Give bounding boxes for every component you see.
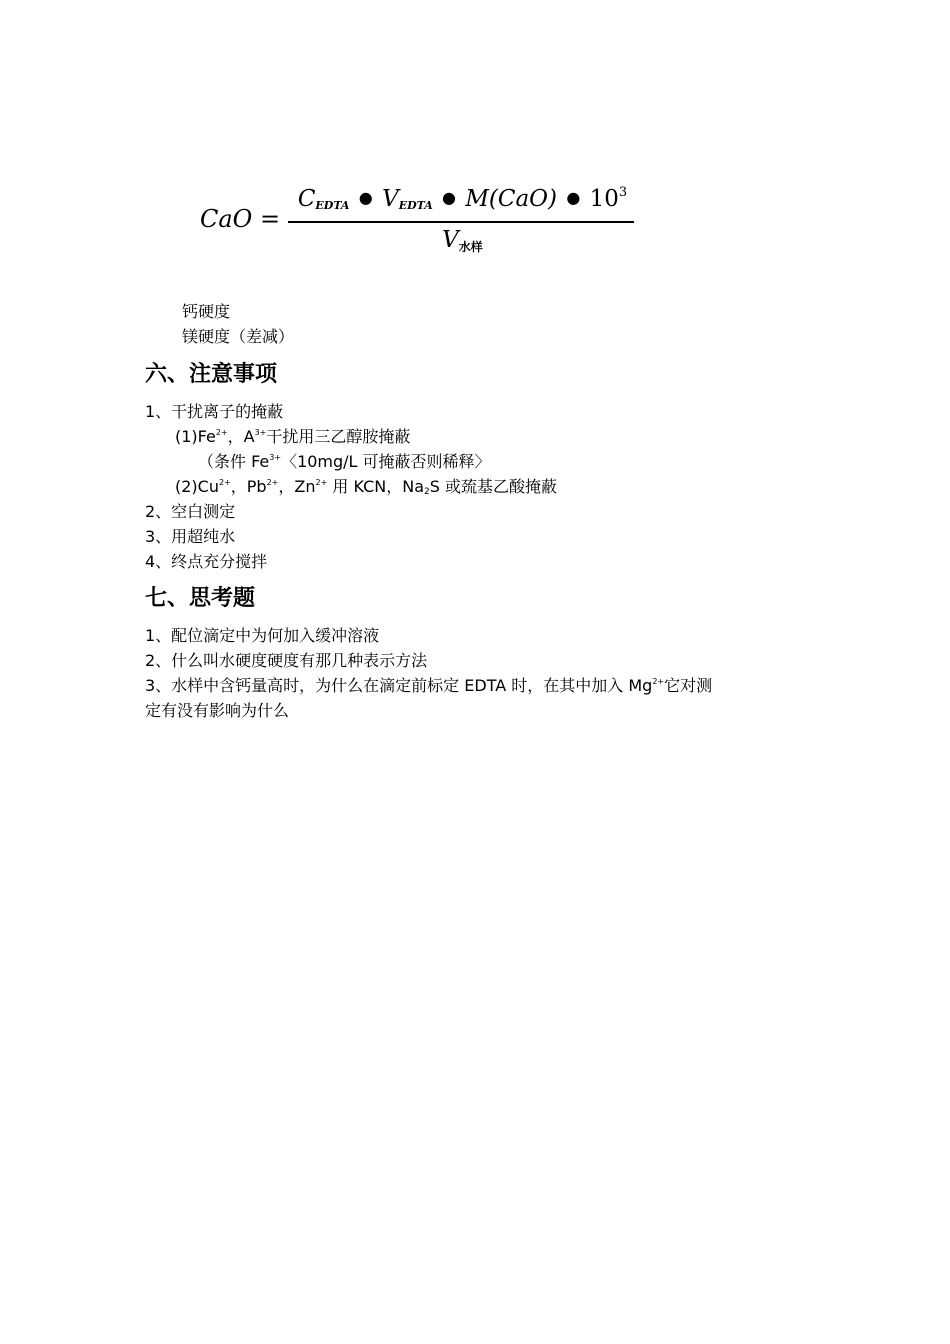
formula-m-arg: (CaO) — [488, 186, 558, 212]
section7-q2: 2、什么叫水硬度硬度有那几种表示方法 — [145, 651, 428, 670]
item1b-sub-1: 2 — [424, 487, 430, 497]
cao-formula — [200, 183, 640, 268]
fraction-bar — [288, 221, 634, 223]
section7-title: 七、思考题 — [145, 586, 256, 611]
formula-denominator — [290, 227, 635, 255]
formula-c: C — [297, 186, 316, 212]
item1a-text-1: (1)Fe — [175, 427, 216, 446]
section6-item3: 3、用超纯水 — [145, 527, 236, 546]
formula-dot-1: ● — [358, 188, 373, 207]
item1a-sup-1: 2+ — [215, 428, 228, 437]
item1a-note-text-2: 〈10mg/L 可掩蔽否则稀释〉 — [281, 452, 491, 471]
q3-sup-1: 2+ — [652, 677, 665, 686]
formula-ten: 10 — [589, 186, 619, 212]
item1b-text-4: 用 KCN，Na — [327, 477, 425, 496]
formula-c-sub: EDTA — [315, 199, 350, 212]
item1b-sup-3: 2+ — [315, 478, 328, 487]
item1b-text-1: (2)Cu — [175, 477, 219, 496]
formula-lhs: CaO = — [200, 205, 281, 233]
formula-dot-2: ● — [442, 188, 457, 207]
formula-dot-3: ● — [566, 188, 581, 207]
q3-text-2: 它对测 — [664, 676, 713, 695]
section6-item2: 2、空白测定 — [145, 502, 236, 521]
item1a-note-sup-1: 3+ — [269, 453, 282, 462]
section6-item1a-note — [198, 452, 491, 472]
section6-item1a — [175, 427, 410, 447]
formula-den-sub: 水样 — [458, 240, 483, 254]
item1b-sup-1: 2+ — [218, 478, 231, 487]
formula-numerator — [290, 185, 635, 212]
item1b-text-3: ，Zn — [278, 477, 316, 496]
calcium-hardness: 钙硬度 — [182, 302, 231, 321]
item1b-text-5: S 或巯基乙酸掩蔽 — [429, 477, 557, 496]
formula-den-v: V — [442, 227, 459, 253]
section6-item1: 1、干扰离子的掩蔽 — [145, 402, 284, 421]
formula-m: M — [465, 186, 489, 212]
section6-title: 六、注意事项 — [145, 362, 278, 387]
item1a-text-3: 干扰用三乙醇胺掩蔽 — [266, 427, 411, 446]
section7-q3 — [145, 676, 712, 696]
section7-q1: 1、配位滴定中为何加入缓冲溶液 — [145, 626, 380, 645]
formula-v: V — [382, 186, 399, 212]
section7-q3-continued: 定有没有影响为什么 — [145, 701, 290, 720]
item1a-text-2: ，A — [227, 427, 255, 446]
item1a-sup-2: 3+ — [254, 428, 267, 437]
section6-item4: 4、终点充分搅拌 — [145, 552, 268, 571]
magnesium-hardness: 镁硬度（差减） — [182, 327, 295, 346]
item1b-sup-2: 2+ — [266, 478, 279, 487]
q3-text-1: 3、水样中含钙量高时，为什么在滴定前标定 EDTA 时，在其中加入 Mg — [145, 676, 653, 695]
formula-exp: 3 — [618, 185, 628, 200]
formula-v-sub: EDTA — [398, 199, 433, 212]
section6-item1b — [175, 477, 557, 497]
item1b-text-2: ，Pb — [230, 477, 267, 496]
item1a-note-text-1: （条件 Fe — [198, 452, 270, 471]
